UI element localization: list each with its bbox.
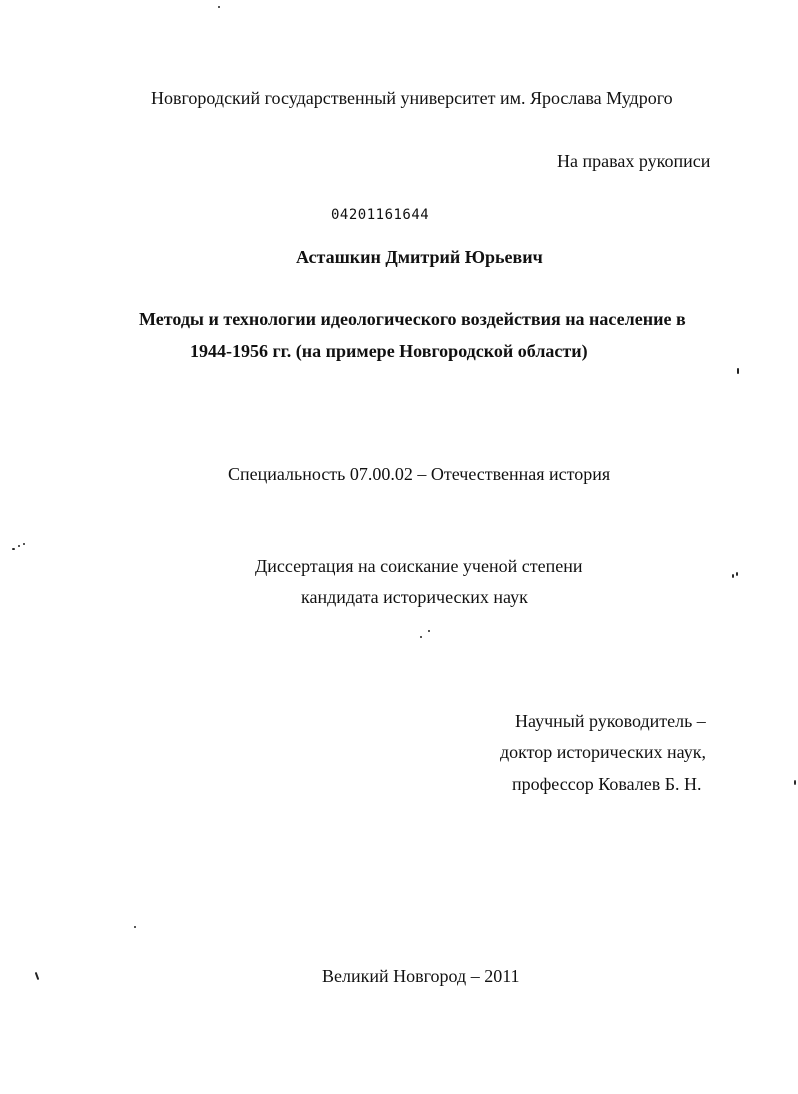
thesis-title-line-1: Методы и технологии идеологического воздействия на население в	[139, 309, 686, 329]
scan-speck	[23, 543, 25, 545]
scan-speck	[736, 572, 738, 576]
supervisor-degree: доктор исторических наук,	[500, 742, 706, 762]
catalog-number: 04201161644	[331, 207, 430, 223]
scan-speck	[218, 6, 220, 8]
scan-speck	[737, 368, 739, 374]
rights-note: На правах рукописи	[557, 151, 711, 171]
degree-line-1: Диссертация на соискание ученой степени	[255, 556, 583, 576]
thesis-title-line-2: 1944-1956 гг. (на примере Новгородской области)	[190, 341, 588, 361]
degree-line-2: кандидата исторических наук	[301, 587, 528, 607]
scan-speck	[134, 926, 136, 928]
scan-speck	[428, 630, 430, 632]
author-name: Асташкин Дмитрий Юрьевич	[296, 247, 543, 267]
place-year: Великий Новгород – 2011	[322, 966, 520, 986]
scan-speck	[35, 972, 40, 980]
supervisor-name: профессор Ковалев Б. Н.	[512, 774, 702, 794]
scan-speck	[732, 574, 734, 578]
scan-speck	[420, 636, 422, 638]
scan-speck	[18, 545, 20, 547]
university-name: Новгородский государственный университет им. Ярослава Мудрого	[151, 88, 673, 108]
supervisor-role: Научный руководитель –	[515, 711, 706, 731]
scan-speck	[794, 780, 796, 785]
specialty: Специальность 07.00.02 – Отечественная история	[228, 464, 611, 484]
scan-speck	[12, 548, 15, 550]
